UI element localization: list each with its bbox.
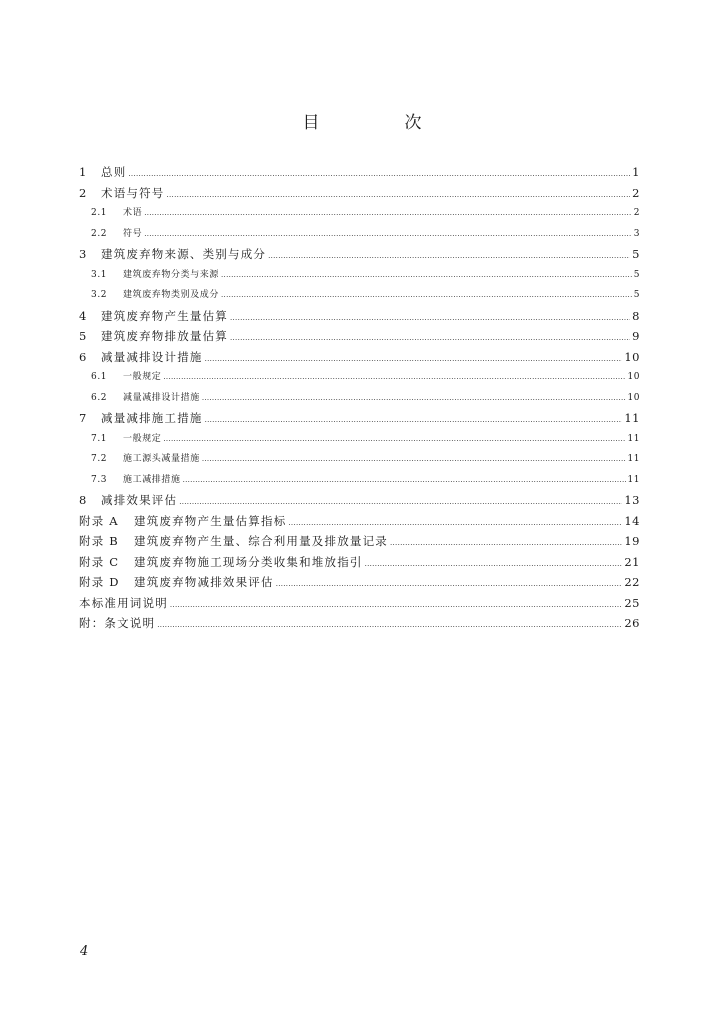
toc-entry-title: 建筑废弃物产生量估算指标	[134, 513, 287, 528]
toc-entry-page: 8	[632, 308, 640, 323]
toc-entry-title: 减量减排设计措施	[101, 349, 203, 364]
toc-entry[interactable]	[79, 613, 640, 634]
toc-entry-page: 26	[624, 616, 640, 630]
toc-entry[interactable]	[79, 265, 640, 286]
toc-entry-number: 5	[79, 329, 88, 343]
toc-entry-number: 6.1	[91, 372, 108, 382]
toc-entry-title: 本标准用词说明	[79, 595, 168, 610]
toc-leader-dots	[221, 265, 632, 286]
toc-entry-title: 建筑废弃物分类与来源	[123, 269, 220, 280]
toc-entry-number: 7.1	[91, 433, 108, 444]
toc-leader-dots	[390, 531, 622, 552]
toc-entry[interactable]	[79, 572, 640, 593]
toc-entry-page: 5	[633, 269, 640, 280]
toc-leader-dots	[365, 552, 623, 573]
toc-entry[interactable]	[79, 388, 640, 409]
toc-leader-dots	[163, 367, 625, 388]
toc-entry-page: 10	[627, 392, 640, 403]
toc-leader-dots	[144, 203, 632, 224]
toc-entry-page: 19	[624, 534, 640, 548]
toc-entry-number: 附录 B	[79, 534, 119, 548]
toc-entry-page: 21	[624, 554, 640, 569]
toc-entry-title: 术语与符号	[101, 185, 165, 200]
toc-entry-number: 3	[79, 247, 88, 261]
toc-entry-title: 减排效果评估	[101, 493, 178, 507]
toc-entry-page: 5	[632, 247, 640, 261]
toc-entry-number: 3.1	[91, 269, 108, 280]
toc-entry-number: 2	[79, 185, 88, 200]
toc-entry[interactable]	[79, 326, 640, 347]
toc-entry-title: 建筑废弃物来源、类别与成分	[101, 247, 267, 261]
toc-entry-number: 6.2	[91, 392, 108, 403]
toc-entry-page: 5	[633, 290, 640, 300]
toc-leader-dots	[144, 224, 632, 245]
table-of-contents	[79, 162, 640, 634]
toc-entry-title: 总则	[101, 165, 127, 179]
toc-entry-page: 2	[633, 208, 640, 218]
toc-entry[interactable]	[79, 306, 640, 327]
toc-entry-page: 13	[624, 493, 640, 507]
toc-entry-title: 建筑废弃物减排效果评估	[134, 575, 274, 589]
toc-leader-dots	[276, 572, 623, 593]
toc-entry-page: 11	[627, 474, 640, 485]
toc-leader-dots	[179, 490, 622, 511]
page-number: 4	[80, 944, 89, 959]
toc-entry-title: 施工源头减量措施	[123, 454, 200, 464]
toc-entry-number: 2.1	[91, 208, 108, 218]
toc-entry-page: 25	[624, 595, 640, 610]
toc-entry[interactable]	[79, 429, 640, 450]
toc-entry[interactable]	[79, 408, 640, 429]
toc-entry[interactable]	[79, 285, 640, 306]
toc-entry-page: 14	[624, 513, 640, 528]
toc-leader-dots	[288, 511, 622, 532]
toc-entry[interactable]	[79, 449, 640, 470]
toc-leader-dots	[230, 306, 630, 327]
toc-entry[interactable]	[79, 367, 640, 388]
toc-leader-dots	[202, 388, 626, 409]
toc-entry-title: 减量减排设计措施	[123, 392, 200, 403]
toc-leader-dots	[202, 449, 626, 470]
toc-entry-title: 减量减排施工措施	[101, 411, 203, 425]
toc-leader-dots	[163, 429, 625, 450]
toc-leader-dots	[230, 326, 630, 347]
toc-entry[interactable]	[79, 511, 640, 532]
toc-entry-title: 建筑废弃物施工现场分类收集和堆放指引	[134, 554, 363, 569]
toc-leader-dots	[221, 285, 632, 306]
toc-entry-page: 11	[627, 433, 640, 444]
toc-entry-number: 附录 C	[79, 554, 120, 569]
toc-entry-number: 2.2	[91, 228, 108, 239]
toc-entry-page: 10	[627, 372, 640, 382]
toc-entry-number: 7	[79, 411, 88, 425]
toc-entry-number: 4	[79, 308, 88, 323]
toc-leader-dots	[157, 613, 622, 634]
toc-entry-number: 7.2	[91, 454, 108, 464]
toc-entry-number: 6	[79, 349, 88, 364]
toc-entry-page: 11	[624, 411, 640, 425]
toc-entry-title: 符号	[123, 228, 143, 239]
toc-entry-number: 附录 A	[79, 513, 119, 528]
toc-entry-title: 建筑废弃物排放量估算	[101, 329, 228, 343]
toc-entry-title: 施工减排措施	[123, 474, 181, 485]
toc-leader-dots	[170, 593, 622, 614]
toc-entry-title: 建筑废弃物产生量估算	[101, 308, 228, 323]
toc-leader-dots	[167, 183, 631, 204]
toc-entry[interactable]	[79, 552, 640, 573]
toc-entry-title: 术语	[123, 208, 143, 218]
toc-entry-page: 10	[624, 349, 640, 364]
toc-entry-title: 附：条文说明	[79, 616, 156, 630]
toc-entry-page: 11	[627, 454, 640, 464]
toc-entry[interactable]	[79, 347, 640, 368]
toc-entry[interactable]	[79, 470, 640, 491]
toc-entry[interactable]	[79, 203, 640, 224]
toc-entry[interactable]	[79, 593, 640, 614]
toc-entry-title: 一般规定	[123, 433, 162, 444]
toc-entry[interactable]	[79, 162, 640, 183]
toc-entry[interactable]	[79, 531, 640, 552]
toc-entry-title: 建筑废弃物产生量、综合利用量及排放量记录	[134, 534, 388, 548]
toc-entry[interactable]	[79, 244, 640, 265]
toc-entry-number: 7.3	[91, 474, 108, 485]
toc-entry-page: 1	[632, 165, 640, 179]
toc-leader-dots	[205, 347, 623, 368]
toc-leader-dots	[183, 470, 626, 491]
toc-entry-page: 2	[632, 185, 640, 200]
toc-entry-number: 附录 D	[79, 575, 120, 589]
toc-entry-page: 22	[624, 575, 640, 589]
toc-leader-dots	[268, 244, 630, 265]
toc-entry[interactable]	[79, 490, 640, 511]
toc-entry[interactable]	[79, 224, 640, 245]
toc-leader-dots	[128, 162, 630, 183]
toc-entry[interactable]	[79, 183, 640, 204]
toc-entry-number: 1	[79, 165, 88, 179]
toc-entry-number: 8	[79, 493, 88, 507]
toc-leader-dots	[205, 408, 623, 429]
page-title: 目 次	[302, 113, 456, 133]
toc-entry-title: 一般规定	[123, 372, 162, 382]
toc-entry-page: 3	[633, 228, 640, 239]
toc-entry-title: 建筑废弃物类别及成分	[123, 290, 220, 300]
toc-entry-number: 3.2	[91, 290, 108, 300]
toc-entry-page: 9	[632, 329, 640, 343]
